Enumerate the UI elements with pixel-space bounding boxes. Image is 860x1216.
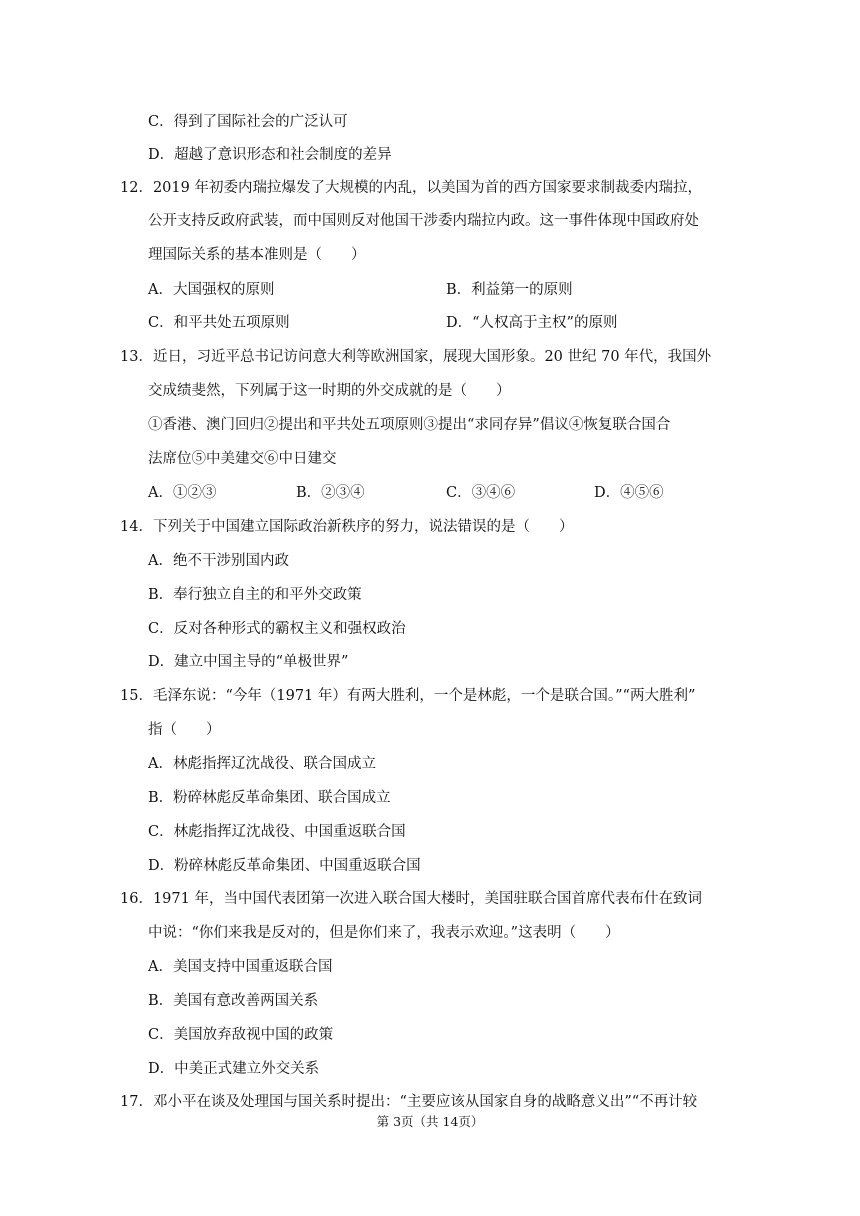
q16-option-c: C．美国放弃敌视中国的政策 (148, 1027, 334, 1043)
q11-option-c: C．得到了国际社会的广泛认可 (148, 114, 348, 130)
q16-stem-line1: 16．1971 年，当中国代表团第一次进入联合国大楼时，美国驻联合国首席代表布什在致词 (120, 891, 702, 907)
q15-stem-line2: 指（ ） (148, 722, 221, 738)
q12-option-b: B．利益第一的原则 (446, 282, 573, 298)
q13-option-d: D．④⑤⑥ (594, 485, 664, 501)
q12-stem-line1: 12．2019 年初委内瑞拉爆发了大规模的内乱，以美国为首的西方国家要求制裁委内瑞拉， (120, 180, 702, 196)
q15-option-a: A．林彪指挥辽沈战役、联合国成立 (148, 756, 376, 772)
q13-stem-line1: 13．近日，习近平总书记访问意大利等欧洲国家，展现大国形象。20 世纪 70 年代，我国外 (120, 349, 712, 365)
q13-stem-line2: 交成绩斐然，下列属于这一时期的外交成就的是（ ） (148, 383, 511, 399)
q14-option-d: D．建立中国主导的“单极世界” (148, 654, 349, 670)
q12-stem-line2: 公开支持反政府武装，而中国则反对他国干涉委内瑞拉内政。这一事件体现中国政府处 (148, 213, 699, 229)
q15-option-c: C．林彪指挥辽沈战役、中国重返联合国 (148, 824, 406, 840)
q13-stem-line3: ①香港、澳门回归②提出和平共处五项原则③提出“求同存异”倡议④恢复联合国合 (148, 417, 671, 433)
q16-option-a: A．美国支持中国重返联合国 (148, 959, 333, 975)
q12-stem-line3: 理国际关系的基本准则是（ ） (148, 247, 366, 263)
q16-option-b: B．美国有意改善两国关系 (148, 993, 319, 1009)
q14-option-c: C．反对各种形式的霸权主义和强权政治 (148, 621, 406, 637)
q13-stem-line4: 法席位⑤中美建交⑥中日建交 (148, 451, 337, 467)
q15-stem-line1: 15．毛泽东说：“今年（1971 年）有两大胜利，一个是林彪，一个是联合国。”“两大胜利” (120, 688, 696, 704)
q13-option-a: A．①②③ (148, 485, 217, 501)
q16-option-d: D．中美正式建立外交关系 (148, 1061, 320, 1077)
page-number-footer: 第 3页（共 14页） (376, 1114, 484, 1129)
q12-option-a: A．大国强权的原则 (148, 282, 275, 298)
q14-option-b: B．奉行独立自主的和平外交政策 (148, 587, 362, 603)
q15-option-d: D．粉碎林彪反革命集团、中国重返联合国 (148, 858, 421, 874)
q16-stem-line2: 中说：“你们来我是反对的，但是你们来了，我表示欢迎。”这表明（ ） (148, 925, 620, 941)
q17-stem-line1: 17．邓小平在谈及处理国与国关系时提出：“主要应该从国家自身的战略意义出”“不再计较 (120, 1094, 698, 1110)
q13-option-c: C．③④⑥ (446, 485, 516, 501)
q11-option-d: D．超越了意识形态和社会制度的差异 (148, 147, 392, 163)
q13-option-b: B．②③④ (296, 485, 365, 501)
q14-stem-line1: 14．下列关于中国建立国际政治新秩序的努力，说法错误的是（ ） (120, 519, 574, 535)
q15-option-b: B．粉碎林彪反革命集团、联合国成立 (148, 790, 391, 806)
q12-option-d: D．“人权高于主权”的原则 (446, 315, 618, 331)
q14-option-a: A．绝不干涉别国内政 (148, 553, 289, 569)
q12-option-c: C．和平共处五项原则 (148, 315, 290, 331)
